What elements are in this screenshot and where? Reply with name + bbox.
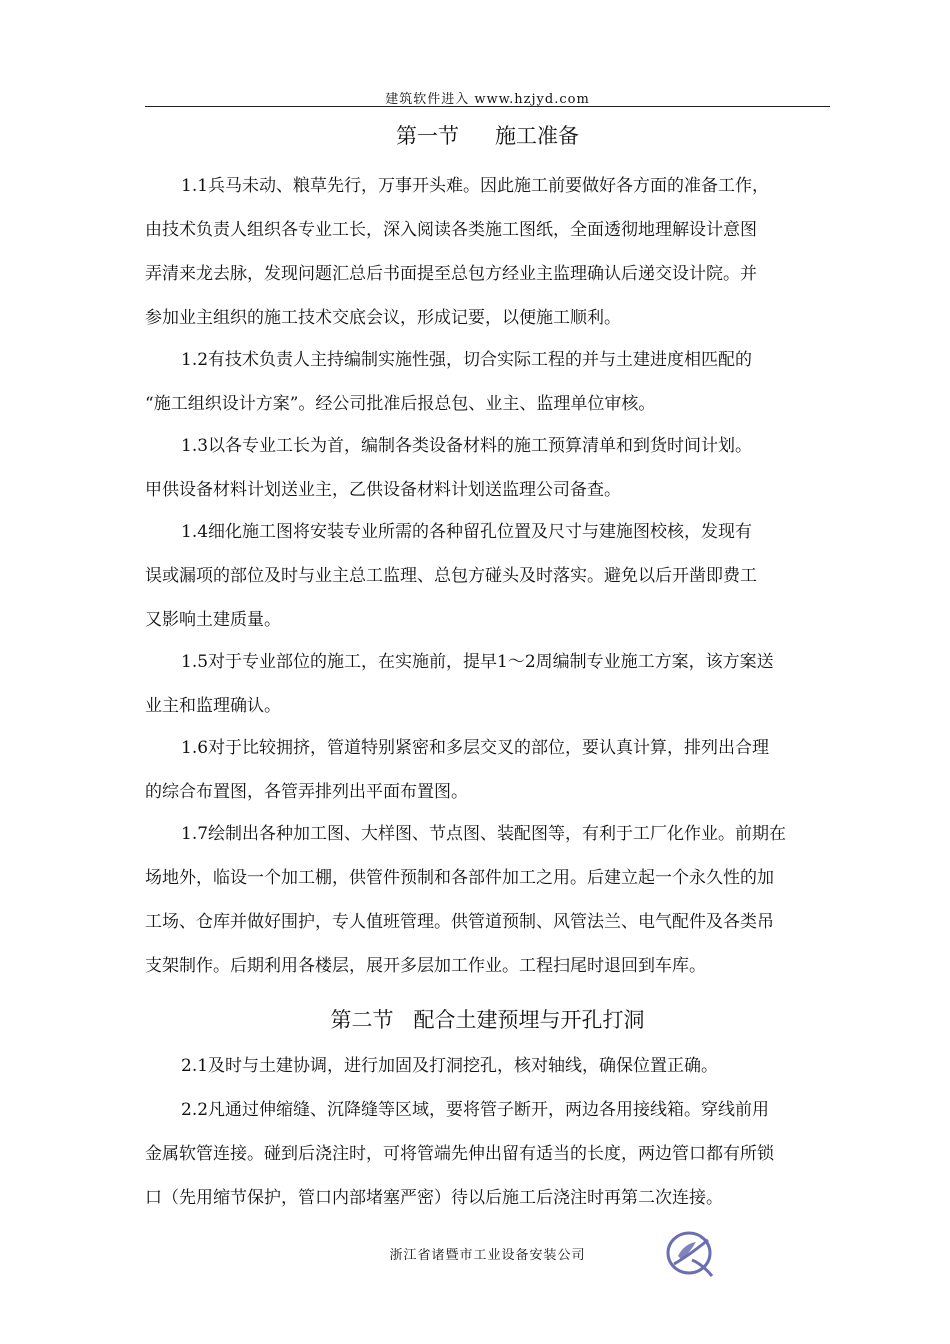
paragraph-1-3 [145,424,830,512]
text-line: 的综合布置图，各管弄排列出平面布置图。 [145,782,468,802]
section-2-heading: 配合土建预埋与开孔打洞 [413,1008,645,1032]
text-line: 场地外，临设一个加工棚，供管件预制和各部件加工之用。后建立起一个永久性的加 [145,868,774,888]
header-rule [145,106,830,107]
text-line: 1.6对于比较拥挤，管道特别紧密和多层交叉的部位，要认真计算，排列出合理 [181,738,770,758]
paragraph-1-2 [145,338,830,426]
paragraph-1-4 [145,510,830,642]
text-line: 误或漏项的部位及时与业主总工监理、总包方碰头及时落实。避免以后开凿即费工 [145,566,757,586]
text-line: 由技术负责人组织各专业工长，深入阅读各类施工图纸，全面透彻地理解设计意图 [145,220,757,240]
paragraph-2-2 [145,1088,830,1220]
paragraph-1-5 [145,640,830,728]
text-line: 甲供设备材料计划送业主，乙供设备材料计划送监理公司备查。 [145,480,621,500]
text-line: 参加业主组织的施工技术交底会议，形成记要，以便施工顺利。 [145,308,621,328]
section-1-heading: 施工准备 [495,124,579,148]
text-line: 又影响土建质量。 [145,610,281,630]
text-line: 1.2有技术负责人主持编制实施性强，切合实际工程的并与土建进度相匹配的 [181,350,753,370]
paragraph-1-6 [145,726,830,814]
text-line: 2.1及时与土建协调，进行加固及打洞挖孔，核对轴线，确保位置正确。 [181,1056,719,1076]
text-line: 弄清来龙去脉，发现问题汇总后书面提至总包方经业主监理确认后递交设计院。并 [145,264,757,284]
section-1-number: 第一节 [396,124,459,148]
text-line: 工场、仓库并做好围护，专人值班管理。供管道预制、风管法兰、电气配件及各类吊 [145,912,774,932]
text-line: 2.2凡通过伸缩缝、沉降缝等区域，要将管子断开，两边各用接线箱。穿线前用 [181,1100,770,1120]
section-2-number: 第二节 [330,1008,394,1032]
section-1-title [145,120,830,150]
text-line: 业主和监理确认。 [145,696,281,716]
paragraph-2-1 [145,1044,830,1088]
text-line: 1.5对于专业部位的施工，在实施前，提早1～2周编制专业施工方案，该方案送 [181,652,774,672]
company-logo-icon [662,1226,718,1282]
section-2-title [145,1004,830,1034]
text-line: 金属软管连接。碰到后浇注时，可将管端先伸出留有适当的长度，两边管口都有所锁 [145,1144,774,1164]
text-line: 口（先用缩节保护，管口内部堵塞严密）待以后施工后浇注时再第二次连接。 [145,1188,723,1208]
text-line: 1.4细化施工图将安装专业所需的各种留孔位置及尺寸与建施图校核，发现有 [181,522,753,542]
text-line: 1.7绘制出各种加工图、大样图、节点图、装配图等，有利于工厂化作业。前期在 [181,824,787,844]
text-line: 1.1兵马未动、粮草先行，万事开头难。因此施工前要做好各方面的准备工作， [181,176,770,196]
text-line: 支架制作。后期利用各楼层，展开多层加工作业。工程扫尾时退回到车库。 [145,956,706,976]
text-line: 1.3以各专业工长为首，编制各类设备材料的施工预算清单和到货时间计划。 [181,436,753,456]
footer-company: 浙江省诸暨市工业设备安装公司 [389,1248,586,1263]
paragraph-1-7 [145,812,830,988]
text-line: “施工组织设计方案”。经公司批准后报总包、业主、监理单位审核。 [145,394,656,414]
paragraph-1-1 [145,164,830,340]
header-text: 建筑软件进入 www.hzjyd.com [385,92,590,107]
